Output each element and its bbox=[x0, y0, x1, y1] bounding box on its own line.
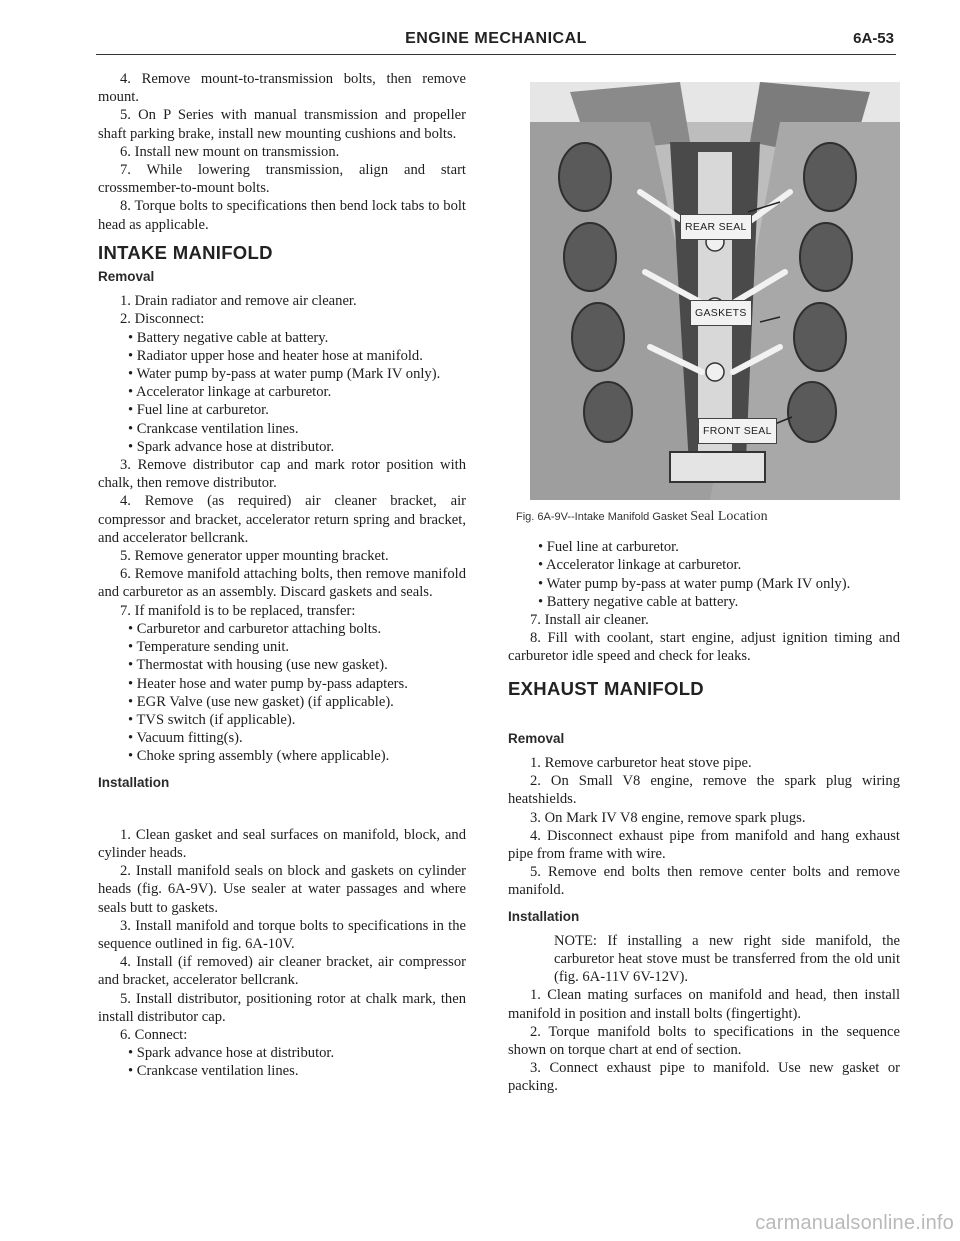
bullet-glyph: • bbox=[128, 675, 137, 692]
bullet-glyph: • bbox=[128, 639, 137, 656]
step-paragraph: 3. Install manifold and torque bolts to specifications in the sequence outlined in fig. 6A-10V. bbox=[98, 917, 466, 952]
caption-fig-title: Seal Location bbox=[690, 509, 768, 524]
bullet-item bbox=[98, 438, 466, 456]
bullet-item bbox=[98, 747, 466, 765]
bullet-text: Spark advance hose at distributor. bbox=[136, 1045, 335, 1062]
bullet-item bbox=[98, 656, 466, 674]
step-paragraph: 5. Remove end bolts then remove center bolts and remove manifold. bbox=[508, 864, 900, 899]
step-paragraph: 2. Torque manifold bolts to specifications in the sequence shown on torque chart at end of section. bbox=[508, 1023, 900, 1059]
bullet-glyph: • bbox=[128, 711, 137, 728]
callout-gaskets: GASKETS bbox=[690, 300, 752, 326]
bullet-item bbox=[98, 620, 466, 638]
step-paragraph: 4. Remove mount-to-transmission bolts, then remove mount. bbox=[98, 71, 466, 106]
bullet-glyph: • bbox=[128, 384, 136, 401]
bullet-item bbox=[98, 638, 466, 656]
bullet-glyph: • bbox=[128, 730, 137, 747]
bullet-text: Crankcase ventilation lines. bbox=[136, 1063, 299, 1080]
step-paragraph: 8. Fill with coolant, start engine, adjust ignition timing and carburetor idle speed and check for leaks. bbox=[508, 630, 900, 665]
bullet-item bbox=[98, 729, 466, 747]
step-paragraph: 6. Remove manifold attaching bolts, then remove manifold and carburetor as an assembly. Discard gaskets and seals. bbox=[98, 566, 466, 601]
bullet-text: Thermostat with housing (use new gasket). bbox=[136, 657, 388, 674]
bullet-text: Accelerator linkage at carburetor. bbox=[545, 557, 742, 574]
left-column bbox=[98, 70, 466, 1081]
subheading-installation: Installation bbox=[98, 774, 170, 790]
bullet-glyph: • bbox=[128, 657, 137, 674]
page-header bbox=[96, 28, 896, 55]
step-paragraph: 2. Disconnect: bbox=[120, 311, 205, 328]
callout-front-seal: FRONT SEAL bbox=[698, 418, 777, 444]
step-paragraph: 4. Remove (as required) air cleaner bracket, air compressor and bracket, accelerator return spring and bracket, and accelerator bellcrank. bbox=[98, 493, 466, 546]
bullet-text: Battery negative cable at battery. bbox=[136, 329, 329, 346]
step-paragraph: 2. Install manifold seals on block and gaskets on cylinder heads (fig. 6A-9V). Use sealer at water passages and where seals butt to gaskets. bbox=[98, 863, 466, 916]
bullet-glyph: • bbox=[128, 620, 137, 637]
bullet-text: Fuel line at carburetor. bbox=[546, 539, 679, 556]
bullet-item bbox=[98, 347, 466, 365]
bullet-glyph: • bbox=[538, 575, 547, 592]
bullet-text: Vacuum fitting(s). bbox=[136, 730, 243, 747]
callout-rear-seal: REAR SEAL bbox=[680, 214, 752, 240]
bullet-text: Radiator upper hose and heater hose at manifold. bbox=[136, 347, 423, 364]
bullet-text: TVS switch (if applicable). bbox=[136, 711, 296, 728]
bullet-item bbox=[98, 1062, 466, 1080]
right-column bbox=[508, 80, 900, 1096]
bullet-item bbox=[98, 329, 466, 347]
bullet-glyph: • bbox=[128, 693, 137, 710]
step-paragraph: 7. While lowering transmission, align and start crossmember-to-mount bolts. bbox=[98, 162, 466, 197]
step-paragraph: 2. On Small V8 engine, remove the spark plug wiring heatshields. bbox=[508, 773, 900, 808]
page-number: 6A-53 bbox=[853, 30, 894, 47]
bullet-item bbox=[98, 401, 466, 419]
bullet-item bbox=[508, 575, 900, 593]
step-paragraph: 1. Clean gasket and seal surfaces on manifold, block, and cylinder heads. bbox=[98, 826, 466, 861]
bullet-glyph: • bbox=[128, 329, 137, 346]
step-paragraph: 5. On P Series with manual transmission and propeller shaft parking brake, install new mounting cushions and bolts. bbox=[98, 107, 466, 142]
caption-fig-label: Fig. 6A-9V--Intake Manifold Gasket bbox=[516, 511, 688, 523]
bullet-glyph: • bbox=[128, 1045, 137, 1062]
bullet-glyph: • bbox=[128, 366, 137, 383]
step-paragraph: 7. If manifold is to be replaced, transfer: bbox=[120, 602, 356, 619]
bullet-glyph: • bbox=[538, 557, 546, 574]
watermark-text: carmanualsonline.info bbox=[755, 1212, 954, 1234]
bullet-text: Carburetor and carburetor attaching bolts. bbox=[136, 620, 382, 637]
bullet-glyph: • bbox=[128, 420, 137, 437]
subheading-installation: Installation bbox=[508, 908, 580, 924]
step-paragraph: 3. Connect exhaust pipe to manifold. Use new gasket or packing. bbox=[508, 1060, 900, 1095]
bullet-glyph: • bbox=[538, 539, 547, 556]
step-paragraph: 1. Clean mating surfaces on manifold and head, then install manifold in position and install bolts (fingertight). bbox=[508, 987, 900, 1022]
bullet-glyph: • bbox=[538, 593, 547, 610]
bullet-glyph: • bbox=[128, 402, 137, 419]
step-paragraph: 5. Install distributor, positioning rotor at chalk mark, then install distributor cap. bbox=[98, 990, 466, 1025]
bullet-item bbox=[98, 711, 466, 729]
bullet-text: Fuel line at carburetor. bbox=[136, 402, 269, 419]
section-title-intake-manifold: INTAKE MANIFOLD bbox=[98, 241, 273, 263]
bullet-glyph: • bbox=[128, 748, 137, 765]
bullet-text: Heater hose and water pump by-pass adapters. bbox=[136, 675, 408, 692]
bullet-text: Water pump by-pass at water pump (Mark IV only). bbox=[136, 366, 441, 383]
bullet-text: Battery negative cable at battery. bbox=[546, 593, 739, 610]
bullet-glyph: • bbox=[128, 347, 137, 364]
bullet-item bbox=[98, 693, 466, 711]
step-paragraph: 4. Install (if removed) air cleaner bracket, air compressor and bracket, accelerator bellcrank. bbox=[98, 954, 466, 989]
running-head: ENGINE MECHANICAL bbox=[405, 30, 587, 47]
subheading-removal: Removal bbox=[508, 730, 565, 746]
step-paragraph: 8. Torque bolts to specifications then bend lock tabs to bolt head as applicable. bbox=[98, 198, 466, 233]
bullet-text: Water pump by-pass at water pump (Mark IV only). bbox=[546, 575, 851, 592]
bullet-glyph: • bbox=[128, 438, 137, 455]
bullet-item bbox=[508, 538, 900, 556]
intake-manifold-photo bbox=[530, 82, 900, 500]
bullet-item bbox=[98, 420, 466, 438]
spacer bbox=[98, 798, 466, 826]
step-paragraph: 5. Remove generator upper mounting bracket. bbox=[120, 548, 389, 565]
bullet-item bbox=[508, 593, 900, 611]
step-paragraph: 6. Connect: bbox=[120, 1026, 188, 1043]
step-paragraph: 6. Install new mount on transmission. bbox=[120, 143, 340, 160]
step-paragraph: 3. On Mark IV V8 engine, remove spark plugs. bbox=[530, 809, 806, 826]
step-paragraph: 1. Remove carburetor heat stove pipe. bbox=[530, 755, 752, 772]
bullet-item bbox=[508, 556, 900, 574]
step-paragraph: 4. Disconnect exhaust pipe from manifold and hang exhaust pipe from frame with wire. bbox=[508, 827, 900, 863]
bullet-text: Choke spring assembly (where applicable). bbox=[136, 748, 390, 765]
bullet-glyph: • bbox=[128, 1063, 137, 1080]
step-paragraph: 1. Drain radiator and remove air cleaner. bbox=[120, 293, 357, 310]
step-paragraph: 7. Install air cleaner. bbox=[530, 612, 649, 629]
spacer bbox=[508, 704, 900, 726]
subheading-removal: Removal bbox=[98, 269, 155, 285]
note-paragraph: NOTE: If installing a new right side manifold, the carburetor heat stove must be transferred from the old unit (fig. 6A-11V 6V-12V). bbox=[554, 932, 900, 986]
bullet-text: EGR Valve (use new gasket) (if applicable). bbox=[136, 693, 394, 710]
bullet-item bbox=[98, 365, 466, 383]
bullet-item bbox=[98, 1044, 466, 1062]
bullet-item bbox=[98, 675, 466, 693]
bullet-text: Accelerator linkage at carburetor. bbox=[135, 384, 332, 401]
bullet-text: Spark advance hose at distributor. bbox=[136, 438, 335, 455]
section-title-exhaust-manifold: EXHAUST MANIFOLD bbox=[508, 677, 704, 699]
step-paragraph: 3. Remove distributor cap and mark rotor position with chalk, then remove distributor. bbox=[98, 457, 466, 492]
bullet-text: Temperature sending unit. bbox=[136, 639, 290, 656]
figure-caption bbox=[508, 508, 900, 526]
bullet-item bbox=[98, 383, 466, 401]
bullet-text: Crankcase ventilation lines. bbox=[136, 420, 299, 437]
